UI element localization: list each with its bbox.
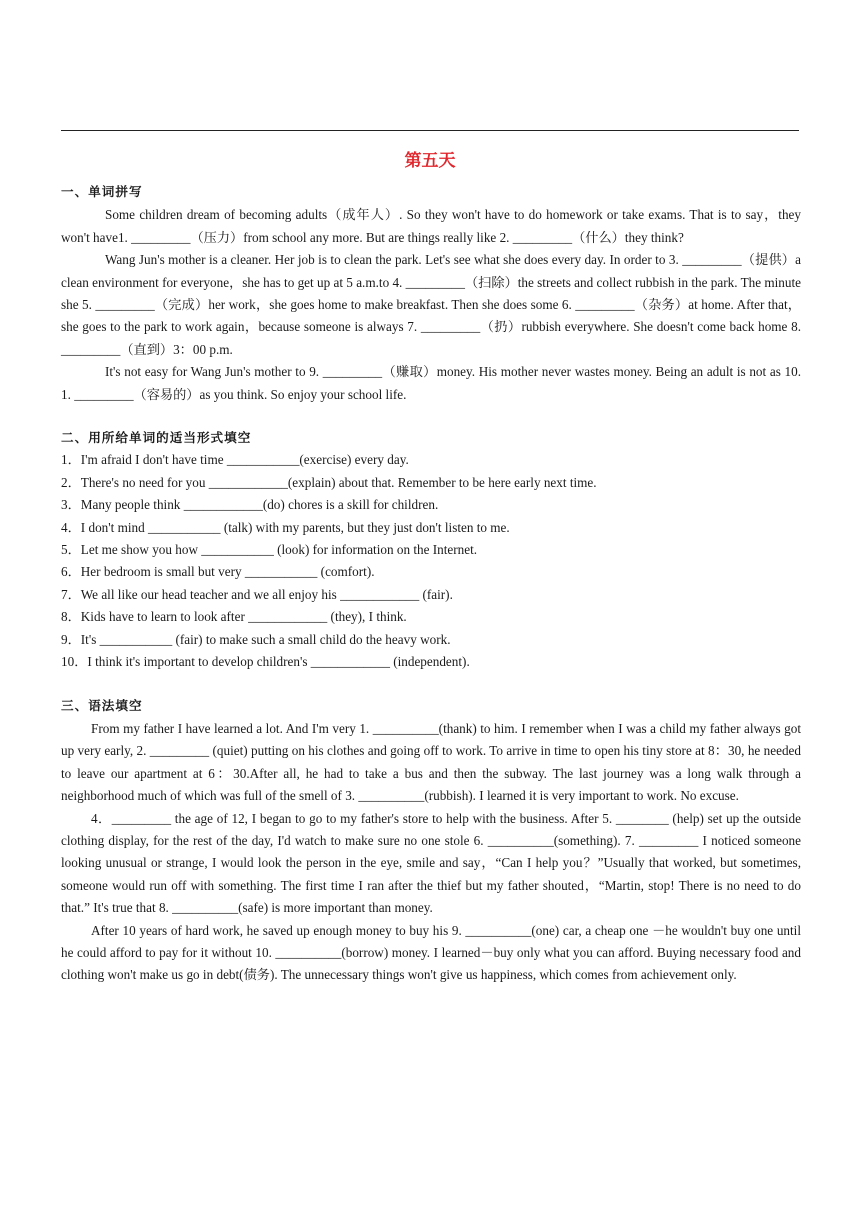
passage-paragraph: 4．_________ the age of 12, I began to go to my father's store to help with the business. After 5. ________ (help) set up the outside clothing display, for the rest of the day, I'd watch to make sure no one stole 6. __________(something). 7. _________ I noticed someone looking unusual or strange, I would look the person in the eye, smile and say，“Can I help you？”Usually that worked, but sometimes, someone would run off with something. The first time I ran after the thief but my father shouted，“Martin, stop! There is no need to do that.” It's true that 8. __________(safe) is more important than money.: [61, 810, 801, 916]
exercise-item: 1．I'm afraid I don't have time ___________(exercise) every day.: [61, 452, 409, 468]
exercise-item: 3．Many people think ____________(do) chores is a skill for children.: [61, 497, 439, 513]
section-word-forms: [61, 427, 801, 673]
exercise-item: 8．Kids have to learn to look after ____________ (they), I think.: [61, 609, 407, 625]
exercise-item: 9．It's ___________ (fair) to make such a small child do the heavy work.: [61, 631, 451, 647]
section-heading: 一、单词拼写: [61, 184, 143, 199]
section-heading: 二、用所给单词的适当形式填空: [61, 430, 252, 446]
exercise-item: 6．Her bedroom is small but very ___________ (comfort).: [61, 564, 375, 580]
section-grammar-cloze: [61, 695, 801, 987]
header-rule: [61, 130, 799, 131]
passage-paragraph: From my father I have learned a lot. And I'm very 1. __________(thank) to him. I remember when I was a child my father always got up very early, 2. _________ (quiet) putting on his clothes and going off to work. To arrive in time to open his tiny store at 8：30, he needed to leave our apartment at 6：30.After all, he had to take a bus and then the subway. The last journey was a long walk through a neighborhood much of which was full of the smell of 3. __________(rubbish). I learned it is very important to work. No excuse.: [61, 720, 801, 804]
passage-paragraph: Wang Jun's mother is a cleaner. Her job is to clean the park. Let's see what she does every day. In order to 3. _________（提供）a clean environment for everyone，she has to get up at 5 a.m.to 4. _________（扫除）the streets and collect rubbish in the park. The minute she 5. _________（完成）her work，she goes home to make breakfast. Then she does some 6. _________（杂务）at home. After that，she goes to the park to work again，because someone is always 7. _________（扔）rubbish everywhere. She doesn't come back home 8. _________（直到）3：00 p.m.: [61, 252, 801, 357]
passage-paragraph: It's not easy for Wang Jun's mother to 9. _________（赚取）money. His mother never wastes money. Being an adult is not as 10. 1. _________（容易的）as you think. So enjoy your school life.: [61, 364, 801, 402]
exercise-item: 5．Let me show you how ___________ (look) for information on the Internet.: [61, 542, 478, 558]
passage-paragraph: After 10 years of hard work, he saved up enough money to buy his 9. __________(one) car, a cheap one －he wouldn't buy one until he could afford to pay for it without 10. __________(borrow) money. I learned－buy only what you can afford. Buying necessary food and clothing won't make us go in debt(债务). The unnecessary things won't give us happiness, which comes from achievement only.: [61, 922, 801, 983]
section-heading: 三、语法填空: [61, 697, 143, 713]
exercise-item: 10．I think it's important to develop children's ____________ (independent).: [61, 654, 470, 670]
passage-paragraph: Some children dream of becoming adults（成年人）. So they won't have to do homework or take exams. That is to say，they won't have1. _________（压力）from school any more. But are things really like 2. _________（什么）they think?: [61, 207, 801, 245]
exercise-item: 7．We all like our head teacher and we all enjoy his ____________ (fair).: [61, 586, 453, 602]
worksheet-content: [61, 181, 801, 987]
exercise-item: 4．I don't mind ___________ (talk) with my parents, but they just don't listen to me.: [61, 519, 510, 535]
exercise-list: [61, 449, 801, 673]
exercise-item: 2．There's no need for you ____________(explain) about that. Remember to be here early next time.: [61, 474, 597, 490]
section-word-spelling: [61, 181, 801, 406]
page-title: 第五天: [404, 151, 456, 171]
